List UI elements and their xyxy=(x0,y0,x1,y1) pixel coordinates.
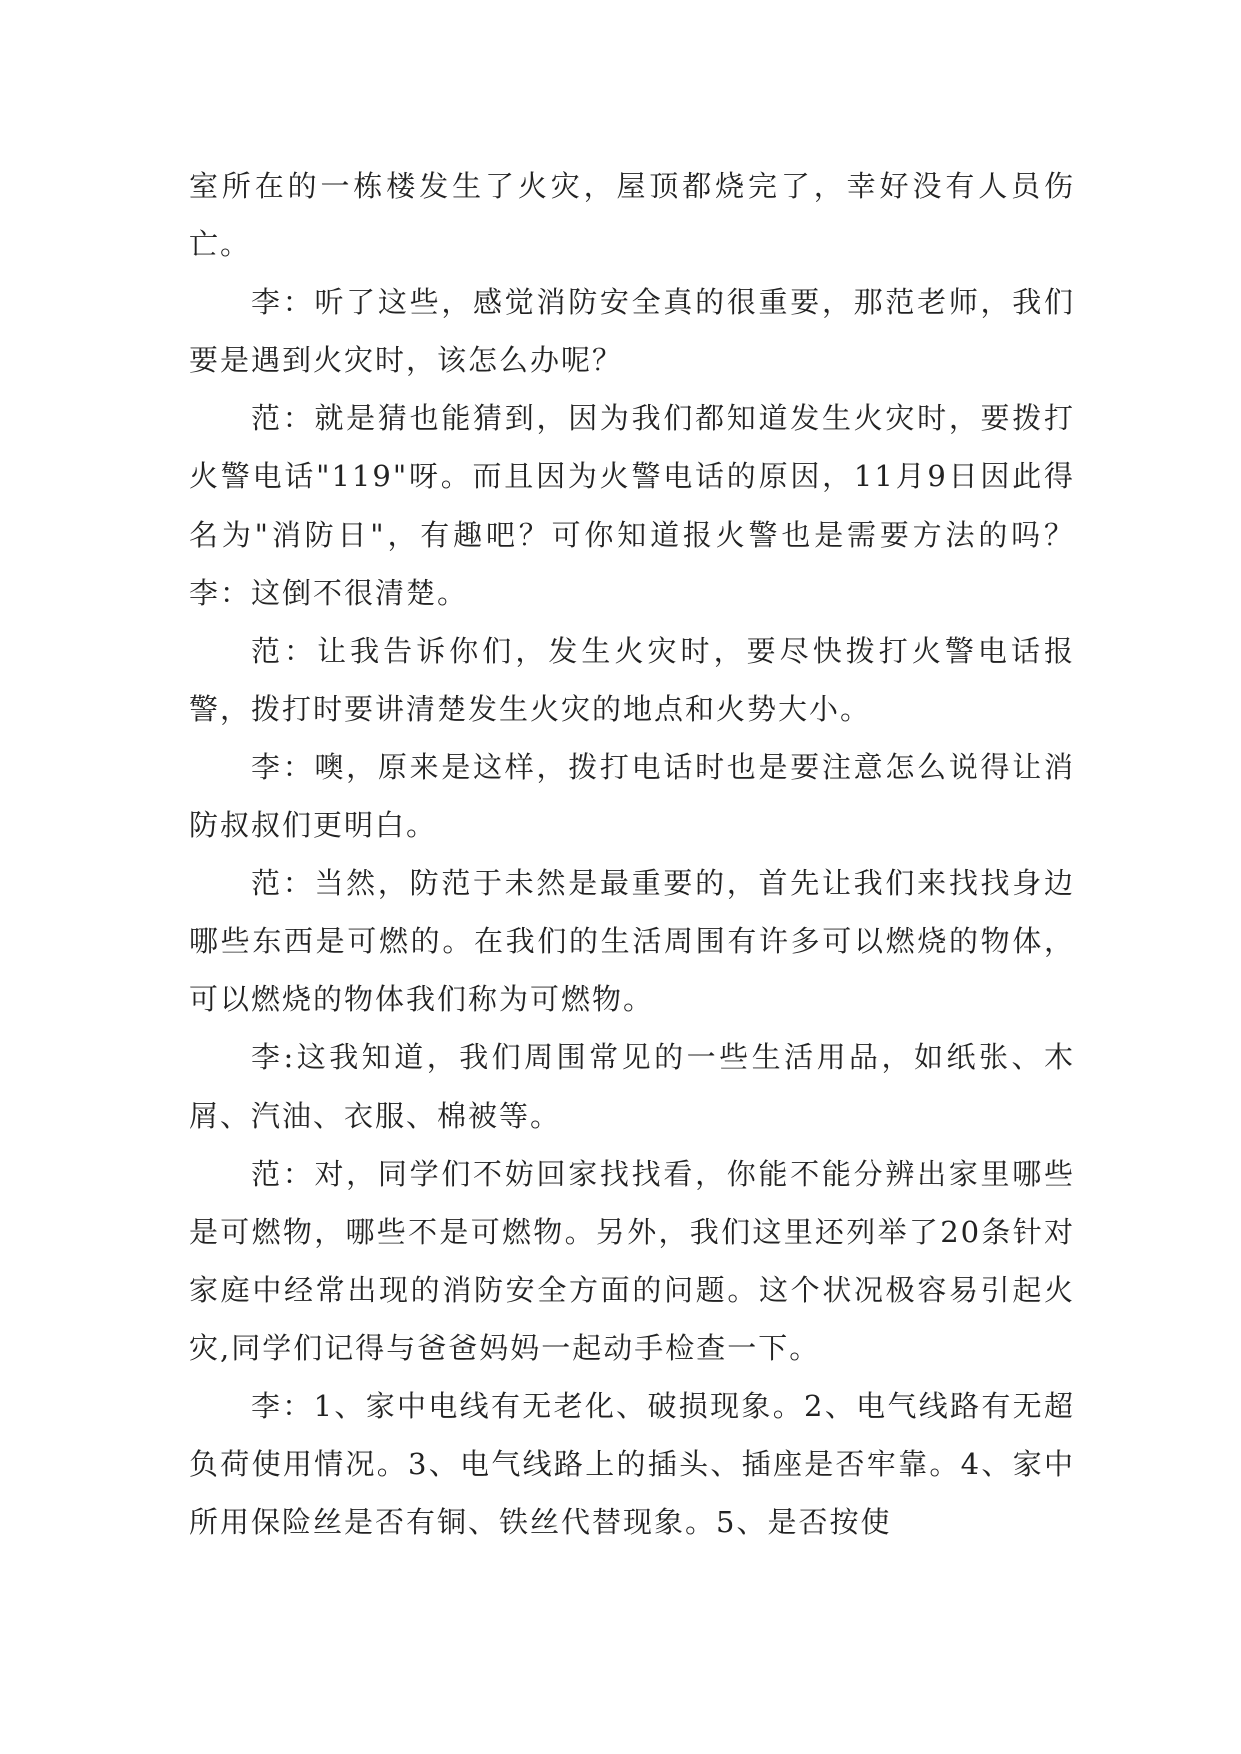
document-body xyxy=(189,157,1075,1551)
paragraph-7: 李:这我知道，我们周围常见的一些生活用品，如纸张、木屑、汽油、衣服、棉被等。 xyxy=(189,1040,1075,1133)
paragraph-6: 范：当然，防范于未然是最重要的，首先让我们来找找身边哪些东西是可燃的。在我们的生活周围有许多可以燃烧的物体，可以燃烧的物体我们称为可燃物。 xyxy=(189,866,1075,1017)
paragraph-1: 室所在的一栋楼发生了火灾，屋顶都烧完了，幸好没有人员伤亡。 xyxy=(189,169,1075,262)
paragraph-5: 李：噢，原来是这样，拨打电话时也是要注意怎么说得让消防叔叔们更明白。 xyxy=(189,749,1075,843)
paragraph-2: 李：听了这些，感觉消防安全真的很重要，那范老师，我们要是遇到火灾时，该怎么办呢？ xyxy=(189,285,1075,378)
paragraph-4: 范：让我告诉你们，发生火灾时，要尽快拨打火警电话报警，拨打时要讲清楚发生火灾的地点和火势大小。 xyxy=(189,633,1075,726)
paragraph-3: 范：就是猜也能猜到，因为我们都知道发生火灾时，要拨打火警电话"119"呀。而且因为火警电话的原因，11月9日因此得名为"消防日"，有趣吧？可你知道报火警也是需要方法的吗？李：这倒不很清楚。 xyxy=(189,401,1075,610)
paragraph-9: 李：1、家中电线有无老化、破损现象。2、电气线路有无超负荷使用情况。3、电气线路上的插头、插座是否牢靠。4、家中所用保险丝是否有铜、铁丝代替现象。5、是否按使 xyxy=(189,1388,1075,1540)
paragraph-8: 范：对，同学们不妨回家找找看，你能不能分辨出家里哪些是可燃物，哪些不是可燃物。另外，我们这里还列举了20条针对家庭中经常出现的消防安全方面的问题。这个状况极容易引起火灾,同学们记得与爸爸妈妈一起动手检查一下。 xyxy=(189,1156,1075,1365)
